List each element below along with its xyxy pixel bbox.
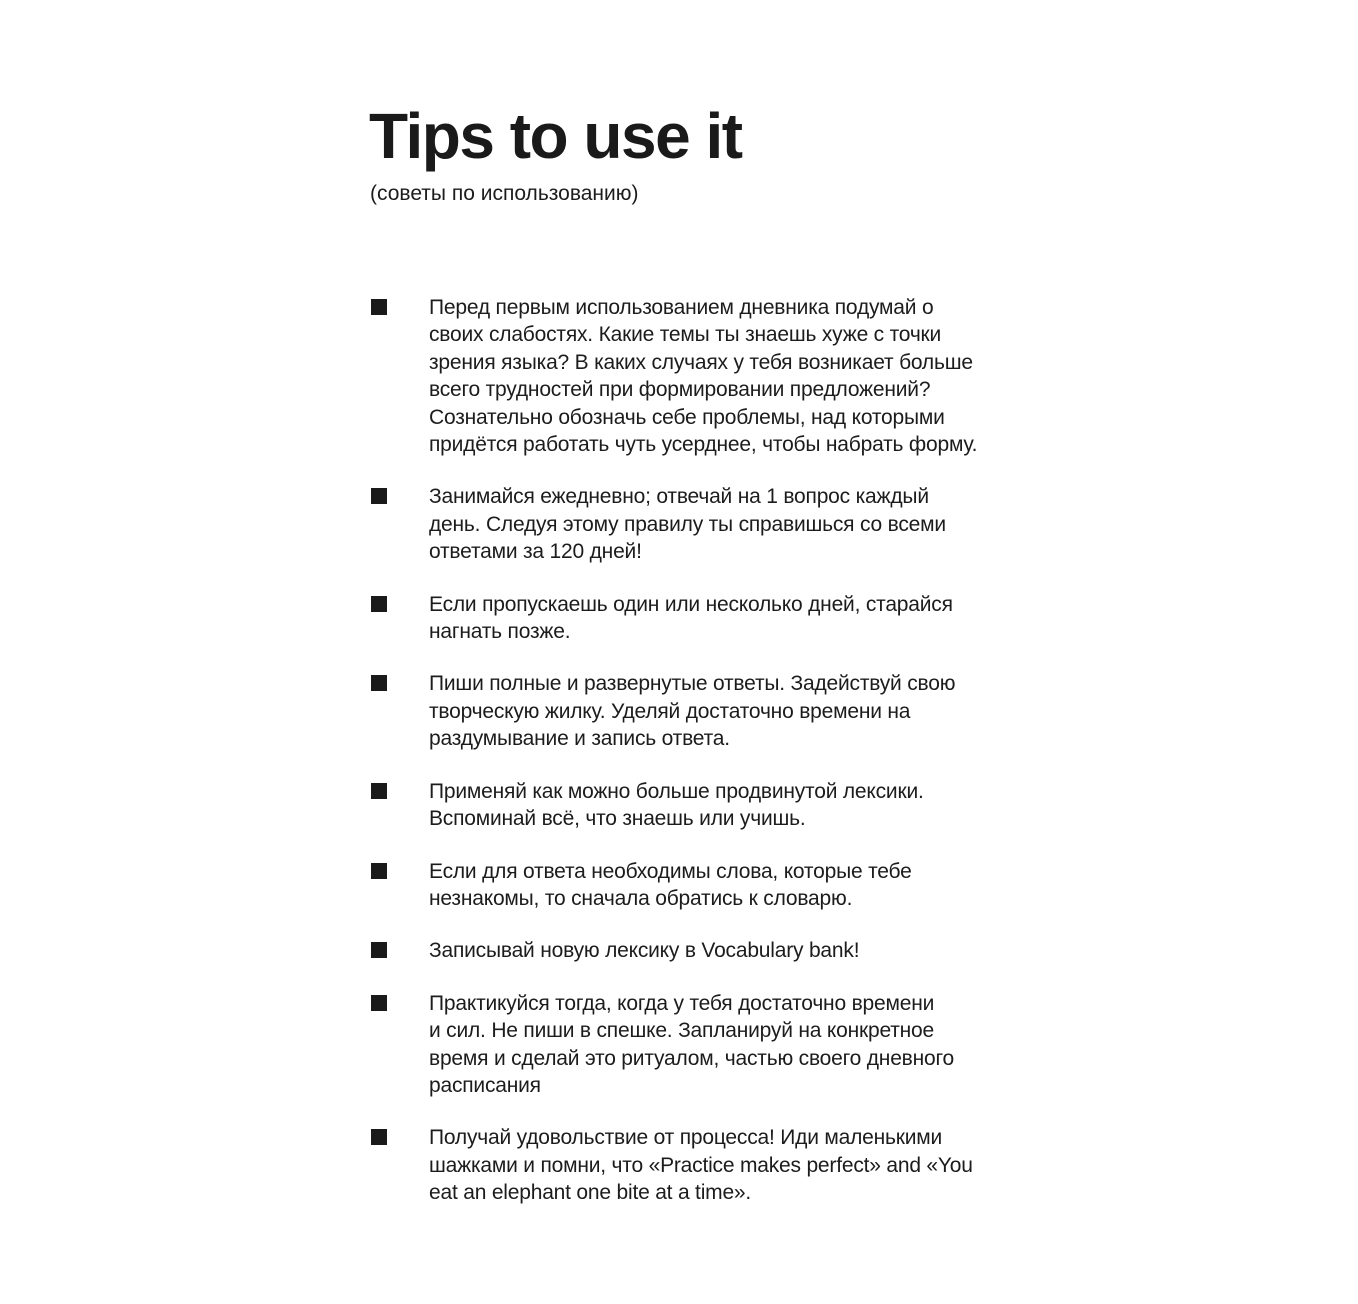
- tip-item: [369, 937, 1069, 964]
- tip-text: Записывай новую лексику в Vocabulary bank!: [429, 939, 860, 963]
- tip-item: [369, 670, 1069, 752]
- tip-text: Пиши полные и развернутые ответы. Задействуй свою творческую жилку. Уделяй достаточно времени на раздумывание и запись ответа.: [429, 672, 956, 751]
- tip-item: [369, 483, 1069, 565]
- square-bullet-icon: [371, 863, 387, 879]
- square-bullet-icon: [371, 675, 387, 691]
- tip-text: Если пропускаешь один или несколько дней, старайся нагнать позже.: [429, 592, 953, 644]
- tip-text: Применяй как можно больше продвинутой лексики. Вспоминай всё, что знаешь или учишь.: [429, 779, 924, 831]
- square-bullet-icon: [371, 488, 387, 504]
- tip-item: [369, 858, 1069, 913]
- square-bullet-icon: [371, 942, 387, 958]
- tip-item: [369, 591, 1069, 646]
- tip-text: Если для ответа необходимы слова, которые тебе незнакомы, то сначала обратись к словарю.: [429, 859, 912, 910]
- tip-text: Перед первым использованием дневника подумай о своих слабостях. Какие темы ты знаешь хуже с точки зрения языка? В каких случаях у тебя возникает больше всего трудностей при формировании предложений? Сознательно обозначь себе проблемы, над которыми придётся работать чуть усерднее, чтобы набрать форму.: [429, 296, 978, 457]
- square-bullet-icon: [371, 783, 387, 799]
- tip-item: [369, 778, 1069, 833]
- tip-text: Получай удовольствие от процесса! Иди маленькими шажками и помни, что «Practice makes perfect» and «You eat an elephant one bite at a time».: [429, 1126, 973, 1205]
- tip-item: [369, 294, 1069, 458]
- tip-text: Практикуйся тогда, когда у тебя достаточно времени и сил. Не пиши в спешке. Запланируй на конкретное время и сделай это ритуалом, частью своего дневного расписания: [429, 991, 954, 1097]
- square-bullet-icon: [371, 596, 387, 612]
- page-title: Tips to use it: [369, 100, 742, 172]
- square-bullet-icon: [371, 299, 387, 315]
- tip-text: Занимайся ежедневно; отвечай на 1 вопрос каждый день. Следуя этому правилу ты справишься со всеми ответами за 120 дней!: [429, 485, 946, 564]
- tip-item: [369, 1124, 1069, 1206]
- square-bullet-icon: [371, 995, 387, 1011]
- page-subtitle: (советы по использованию): [370, 182, 639, 205]
- square-bullet-icon: [371, 1129, 387, 1145]
- tips-list: [369, 294, 1069, 1232]
- tip-item: [369, 990, 1069, 1100]
